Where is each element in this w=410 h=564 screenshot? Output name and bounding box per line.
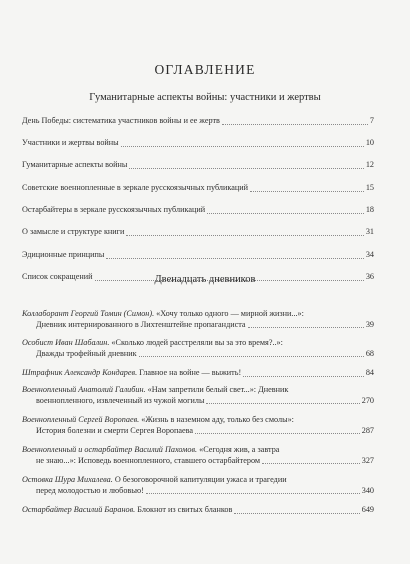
diary-title: «Сегодня жив, а завтра	[199, 445, 280, 454]
diary-entry-first-line	[22, 309, 374, 320]
toc-entry-page: 18	[365, 205, 374, 214]
toc-entry-page: 15	[365, 183, 374, 192]
dot-leader	[139, 355, 364, 357]
diary-entry-first-line	[22, 338, 374, 349]
toc-entry-page: 36	[365, 272, 374, 281]
diary-entry-last-line	[22, 426, 374, 437]
diary-entry-last-line	[22, 486, 374, 497]
diary-author: Коллаборант Георгий Томин (Симон).	[22, 309, 155, 318]
diary-entry-first-line	[22, 385, 374, 396]
section-heading-1: Гуманитарные аспекты войны: участники и жертвы	[89, 92, 321, 103]
toc-entry-page: 31	[365, 227, 374, 236]
toc-entry[interactable]	[22, 183, 374, 194]
diary-title: «Хочу только одного — мирной жизни...»:	[156, 309, 304, 318]
dot-leader	[195, 432, 360, 434]
dot-leader	[206, 402, 359, 404]
toc-entry-title: О замысле и структуре книги	[22, 227, 125, 236]
toc-entry-page: 12	[365, 160, 374, 169]
toc-entry[interactable]	[22, 138, 374, 149]
dot-leader	[129, 167, 363, 169]
toc-entry[interactable]	[22, 205, 374, 216]
diary-author: Штрафник Александр Кондарев.	[22, 368, 138, 377]
diary-subtitle: не знаю...»: Исповедь военнопленного, ставшего остарбайтером	[36, 455, 261, 465]
diary-subtitle: перед молодостью и любовью!	[36, 485, 144, 495]
diary-entry[interactable]	[22, 505, 374, 516]
section-heading-2: Двенадцать дневников	[154, 274, 256, 285]
diary-entry[interactable]	[22, 415, 374, 436]
toc-entry[interactable]	[22, 227, 374, 238]
diary-title: «Жизнь в наземном аду, только без смолы»:	[141, 415, 294, 424]
diary-entry-last-line	[22, 396, 374, 407]
toc-entry-title: Советские военнопленные в зеркале русскоязычных публикаций	[22, 183, 249, 192]
diary-entry-first-line	[22, 445, 374, 456]
toc-entry-title: Остарбайтеры в зеркале русскоязычных публикаций	[22, 205, 206, 214]
diary-author: Особист Иван Шабалин.	[22, 338, 110, 347]
diary-title: О безоговорочной капитуляции ужаса и трагедии	[114, 475, 287, 484]
diary-title: Главное на войне — выжить!	[139, 368, 242, 377]
diary-subtitle: Дважды трофейный дневник	[36, 348, 137, 358]
dot-leader	[262, 462, 360, 464]
diary-entry[interactable]	[22, 368, 374, 379]
dot-leader	[234, 512, 359, 514]
diary-entry[interactable]	[22, 475, 374, 496]
dot-leader	[207, 212, 364, 214]
toc-entry-page: 7	[369, 116, 374, 125]
diary-subtitle: военнопленного, извлеченный из чужой могилы	[36, 395, 205, 405]
toc-entry-title: Участники и жертвы войны	[22, 138, 119, 147]
dot-leader	[146, 492, 360, 494]
diary-entry[interactable]	[22, 385, 374, 406]
toc-entry[interactable]	[22, 250, 374, 261]
diary-author: Остарбайтер Василий Баранов.	[22, 505, 136, 514]
diary-author: Военнопленный и остарбайтер Василий Пахомов.	[22, 445, 198, 454]
dot-leader	[250, 190, 364, 192]
dot-leader	[222, 123, 368, 125]
diary-author: Остовка Шура Михалева.	[22, 475, 113, 484]
toc-entry-title: День Победы: систематика участников войны и ее жертв	[22, 116, 220, 125]
diary-page: 287	[361, 425, 374, 435]
diary-entry[interactable]	[22, 338, 374, 359]
toc-entry-page: 34	[365, 250, 374, 259]
diary-entry[interactable]	[22, 445, 374, 466]
diary-page: 68	[365, 348, 374, 358]
diary-entry-last-line	[22, 320, 374, 331]
diary-page: 84	[365, 368, 374, 377]
diary-page: 327	[361, 455, 374, 465]
diary-entry-last-line	[22, 456, 374, 467]
toc-entry[interactable]	[22, 160, 374, 171]
toc-entry-title: Список сокращений	[22, 272, 93, 281]
diary-page: 39	[365, 319, 374, 329]
diary-entry-first-line	[22, 475, 374, 486]
dot-leader	[126, 234, 363, 236]
diary-title: «Нам запретили белый свет...»: Дневник	[147, 385, 289, 394]
diary-subtitle: Дневник интернированного в Лихтенштейне пропагандиста	[36, 319, 246, 329]
diary-entry-line	[22, 505, 374, 516]
diary-entry[interactable]	[22, 309, 374, 330]
diary-title: «Сколько людей расстреляли вы за это время?..»:	[111, 338, 283, 347]
dot-leader	[106, 257, 363, 259]
toc-entry-title: Гуманитарные аспекты войны	[22, 160, 128, 169]
diary-entry-last-line	[22, 349, 374, 360]
diary-title: Блокнот из свитых бланков	[137, 505, 233, 514]
toc-entry[interactable]	[22, 116, 374, 127]
diary-page: 270	[361, 395, 374, 405]
diary-author: Военнопленный Сергей Воропаев.	[22, 415, 140, 424]
dot-leader	[248, 326, 364, 328]
diary-page: 649	[361, 505, 374, 514]
toc-entry-page: 10	[365, 138, 374, 147]
toc-entry-title: Эдиционные принципы	[22, 250, 105, 259]
diary-entry-line	[22, 368, 374, 379]
page-title: ОГЛАВЛЕНИЕ	[154, 62, 256, 77]
diary-subtitle: История болезни и смерти Сергея Воропаева	[36, 425, 194, 435]
diary-entry-first-line	[22, 415, 374, 426]
dot-leader	[121, 145, 364, 147]
diary-page: 340	[361, 485, 374, 495]
dot-leader	[243, 375, 364, 377]
diary-author: Военнопленный Анатолий Галибин.	[22, 385, 146, 394]
